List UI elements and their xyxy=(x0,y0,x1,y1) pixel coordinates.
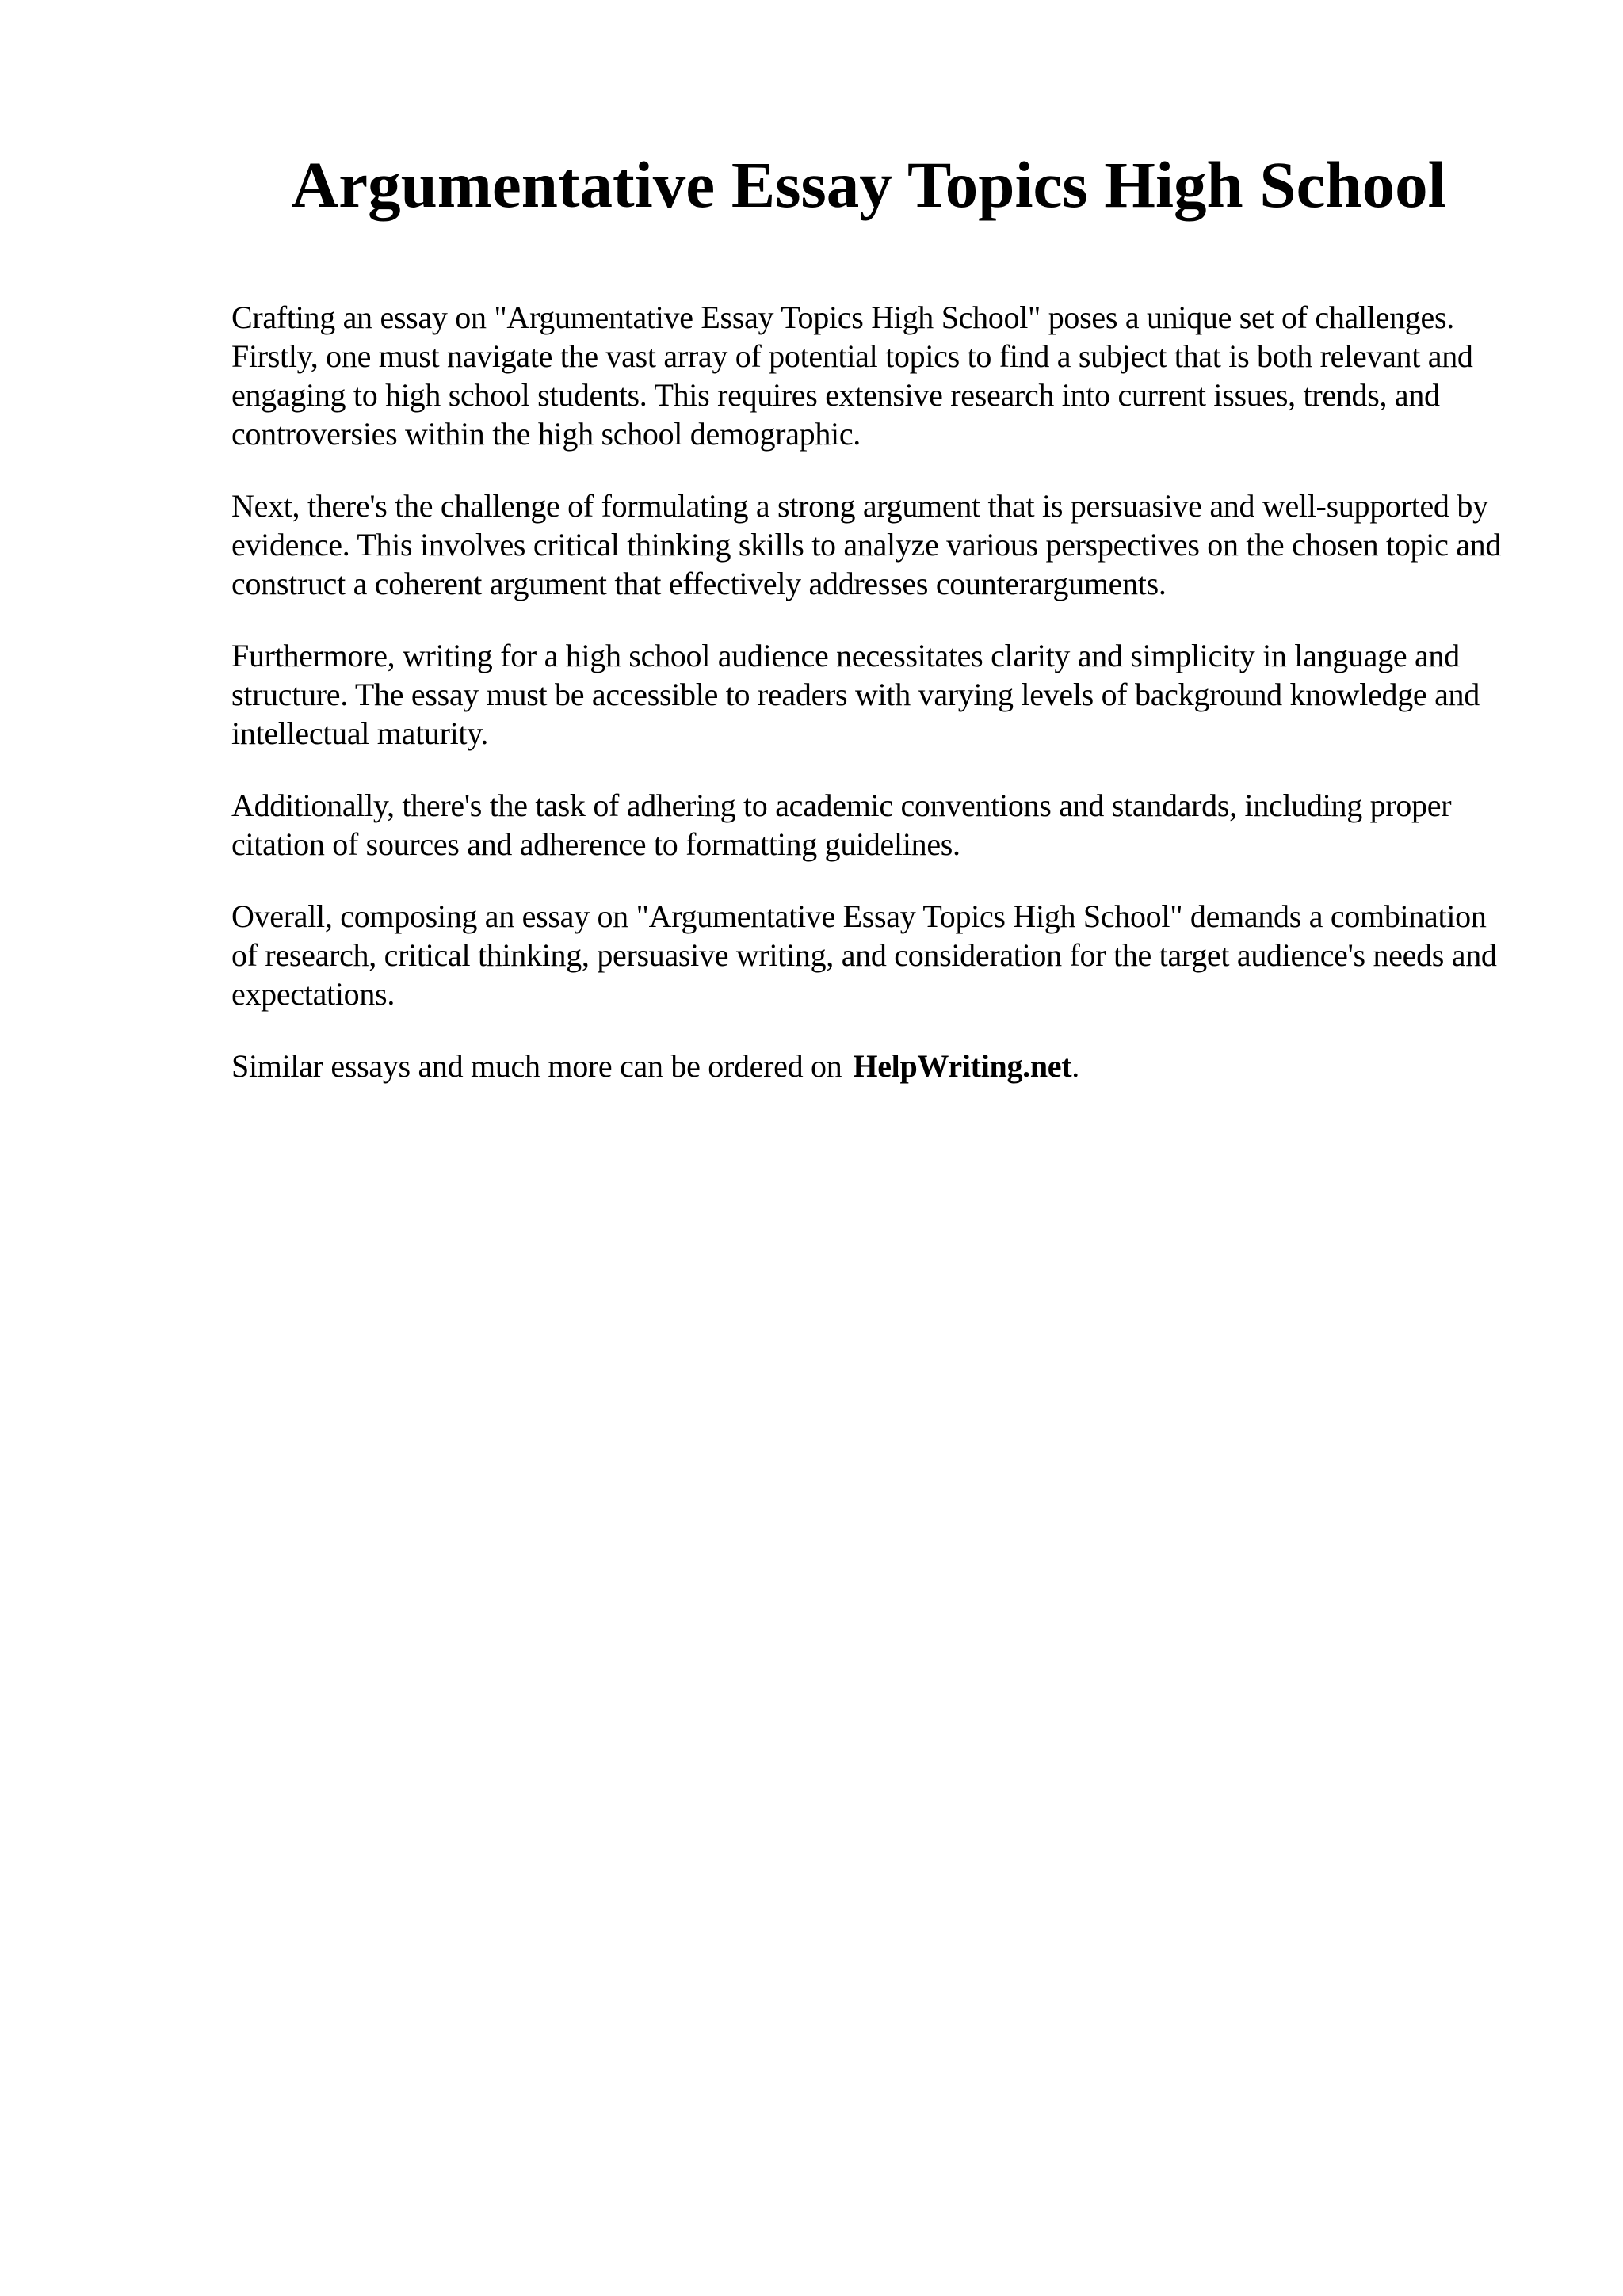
document-title: Argumentative Essay Topics High School xyxy=(291,148,1446,221)
paragraph-5: Overall, composing an essay on "Argumentative Essay Topics High School" demands a combination of research, critical thinking, persuasive writing, and consideration for the target audience's needs and expectations. xyxy=(231,898,1497,1012)
brand-link[interactable]: HelpWriting.net xyxy=(853,1048,1072,1084)
paragraph-3: Furthermore, writing for a high school audience necessitates clarity and simplicity in language and structure. The essay must be accessible to readers with varying levels of background knowledge and intellectual maturity. xyxy=(231,638,1480,751)
footer-text: Similar essays and much more can be ordered on xyxy=(231,1048,842,1084)
paragraph-4: Additionally, there's the task of adhering to academic conventions and standards, including proper citation of sources and adherence to formatting guidelines. xyxy=(231,788,1452,862)
footer-period: . xyxy=(1071,1048,1079,1084)
paragraph-2: Next, there's the challenge of formulating a strong argument that is persuasive and well-supported by evidence. This involves critical thinking skills to analyze various perspectives on the chosen topic and construct a coherent argument that effectively addresses counterarguments. xyxy=(231,488,1502,601)
document-body xyxy=(231,298,1515,1119)
footer-line xyxy=(231,1047,1515,1085)
paragraph-1: Crafting an essay on "Argumentative Essay Topics High School" poses a unique set of challenges. Firstly, one must navigate the vast array of potential topics to find a subject that is both relevant and engaging to high school students. This requires extensive research into current issues, trends, and controversies within the high school demographic. xyxy=(231,299,1473,452)
